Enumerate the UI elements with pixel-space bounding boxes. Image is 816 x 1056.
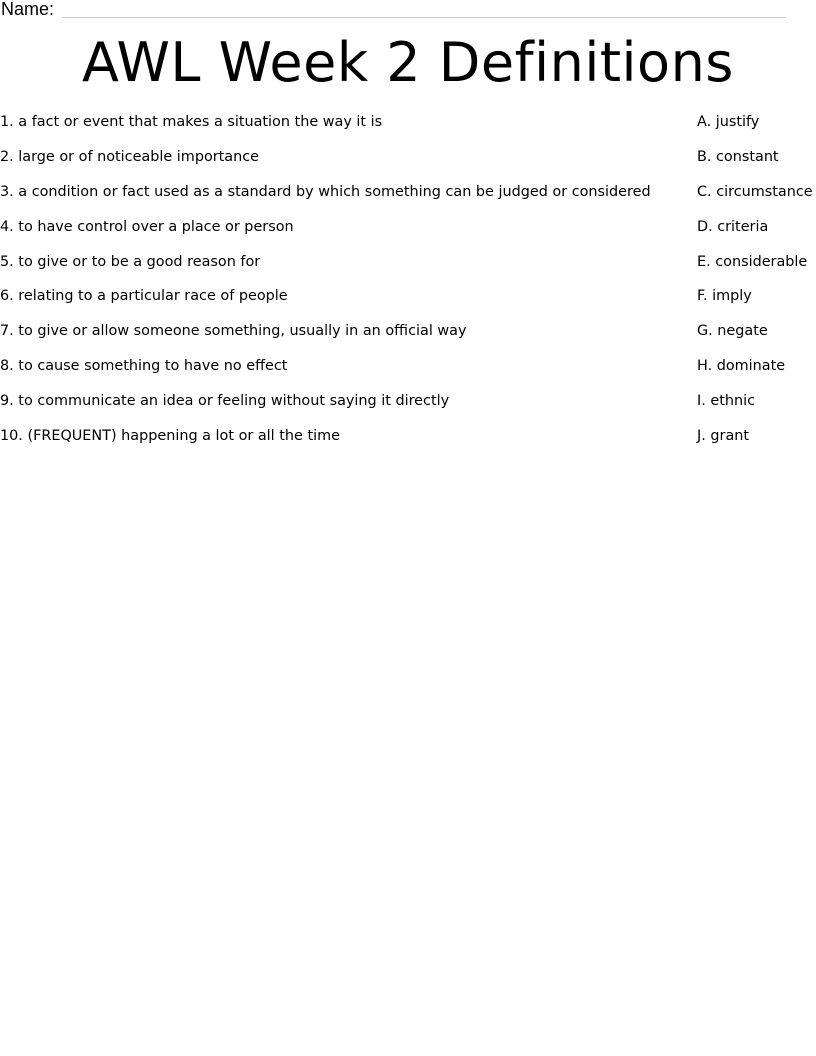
word-bank-item: A. justify [697,114,760,130]
word-bank-item: H. dominate [697,358,786,375]
word-bank-list [697,110,816,459]
word-bank-item: F. imply [697,288,752,305]
word-bank-item: B. constant [697,148,779,165]
definition-item: 2. large or of noticeable importance [0,148,260,165]
definition-item: 4. to have control over a place or person [0,218,294,235]
definition-item: 9. to communicate an idea or feeling without saying it directly [0,393,450,410]
definition-item: 6. relating to a particular race of people [0,288,288,305]
word-bank-item: J. grant [697,428,750,445]
name-write-line[interactable] [62,17,786,18]
definition-item: 3. a condition or fact used as a standard by which something can be judged or considered [0,183,651,200]
definition-item: 10. (FREQUENT) happening a lot or all the time [0,428,340,445]
word-bank-item: D. criteria [697,218,769,235]
definition-item: 5. to give or to be a good reason for [0,253,261,270]
definition-item: 8. to cause something to have no effect [0,358,288,375]
word-bank-item: C. circumstance [697,183,813,200]
word-bank-item: G. negate [697,323,768,340]
page-title: AWL Week 2 Definitions [82,31,734,94]
word-bank-item: E. considerable [697,253,808,270]
definition-item: 1. a fact or event that makes a situation the way it is [0,114,383,130]
word-bank-item: I. ethnic [697,393,756,410]
name-row [0,0,790,20]
definitions-list [0,110,680,459]
name-label: Name: [1,0,55,19]
definition-item: 7. to give or allow someone something, usually in an official way [0,323,467,340]
